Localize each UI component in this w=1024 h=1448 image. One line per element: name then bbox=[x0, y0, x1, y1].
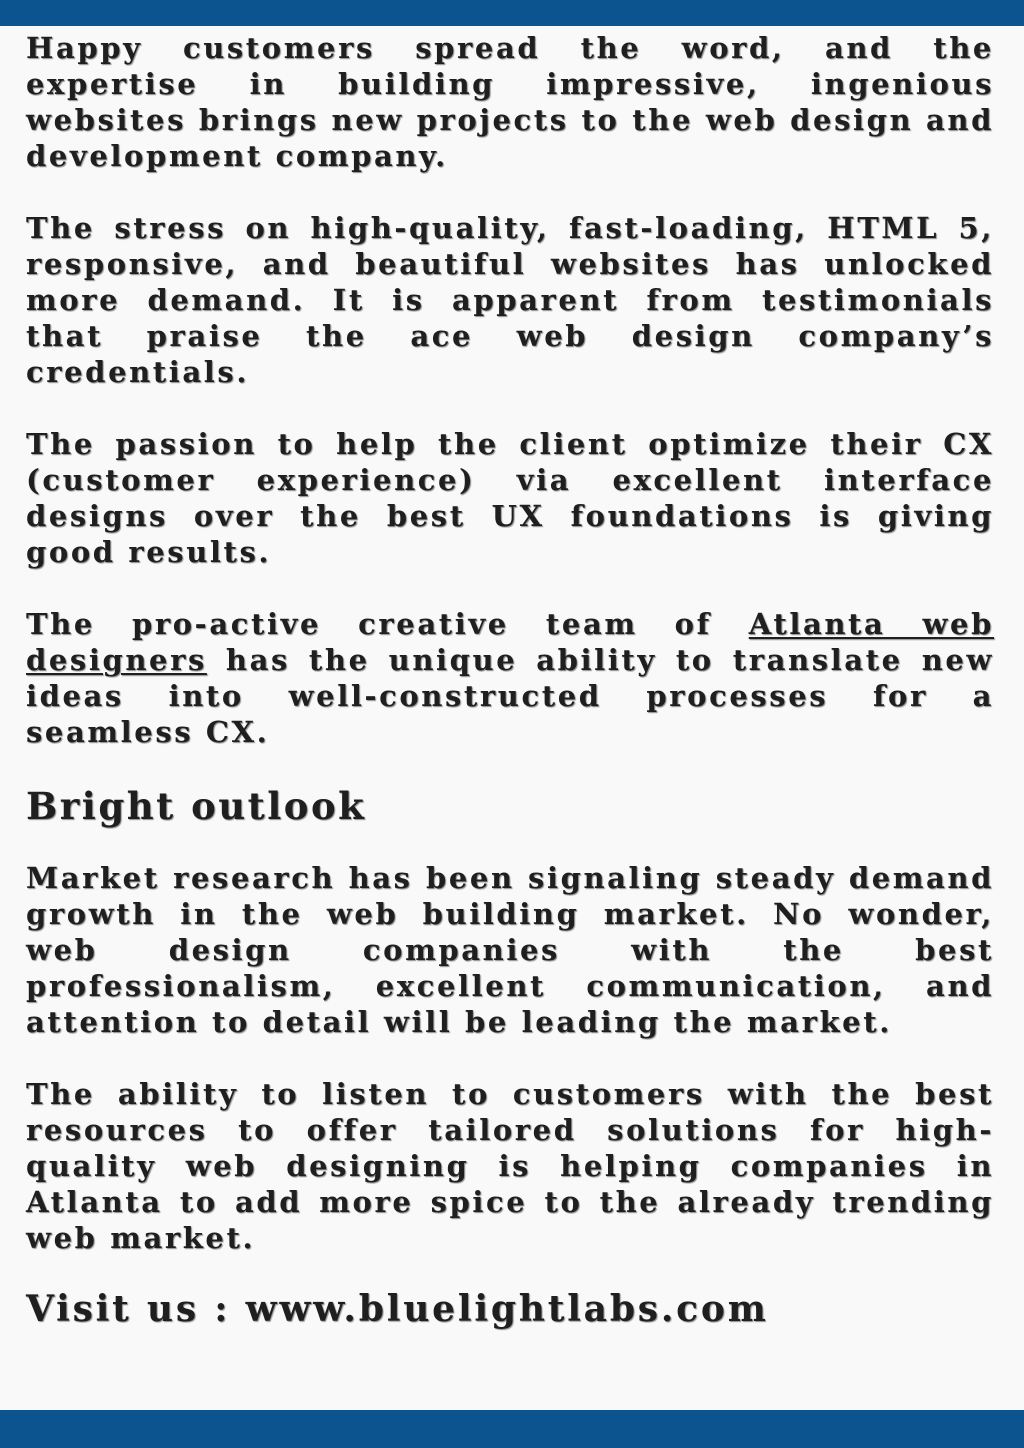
paragraph-text-after-link: has the unique ability to translate new ideas into well-constructed processes for a seamless CX. bbox=[26, 643, 994, 749]
section-heading-bright-outlook: Bright outlook bbox=[26, 784, 367, 828]
atlanta-web-designers-link[interactable]: Atlanta web designers bbox=[26, 607, 994, 677]
top-banner-bar bbox=[0, 0, 1024, 26]
document-body bbox=[26, 30, 994, 1331]
visit-us-line: Visit us : www.bluelightlabs.com bbox=[26, 1288, 769, 1330]
paragraph-happy-customers: Happy customers spread the word, and the expertise in building impressive, ingenious websites brings new projects to the web design and development company. bbox=[26, 31, 994, 173]
paragraph-proactive-team bbox=[26, 606, 994, 750]
paragraph-stress-on-quality: The stress on high-quality, fast-loading, HTML 5, responsive, and beautiful websites has unlocked more demand. It is apparent from testimonials that praise the ace web design company’s credentials. bbox=[26, 211, 994, 389]
bottom-banner-bar bbox=[0, 1410, 1024, 1448]
paragraph-ability-to-listen: The ability to listen to customers with the best resources to offer tailored solutions for high-quality web designing is helping companies in Atlanta to add more spice to the already trending web market. bbox=[26, 1077, 994, 1255]
paragraph-passion-cx: The passion to help the client optimize their CX (customer experience) via excellent interface designs over the best UX foundations is giving good results. bbox=[26, 427, 994, 569]
paragraph-text-before-link: The pro-active creative team of bbox=[26, 607, 749, 641]
paragraph-market-research: Market research has been signaling steady demand growth in the web building market. No wonder, web design companies with the best professionalism, excellent communication, and attention to detail will be leading the market. bbox=[26, 861, 994, 1039]
